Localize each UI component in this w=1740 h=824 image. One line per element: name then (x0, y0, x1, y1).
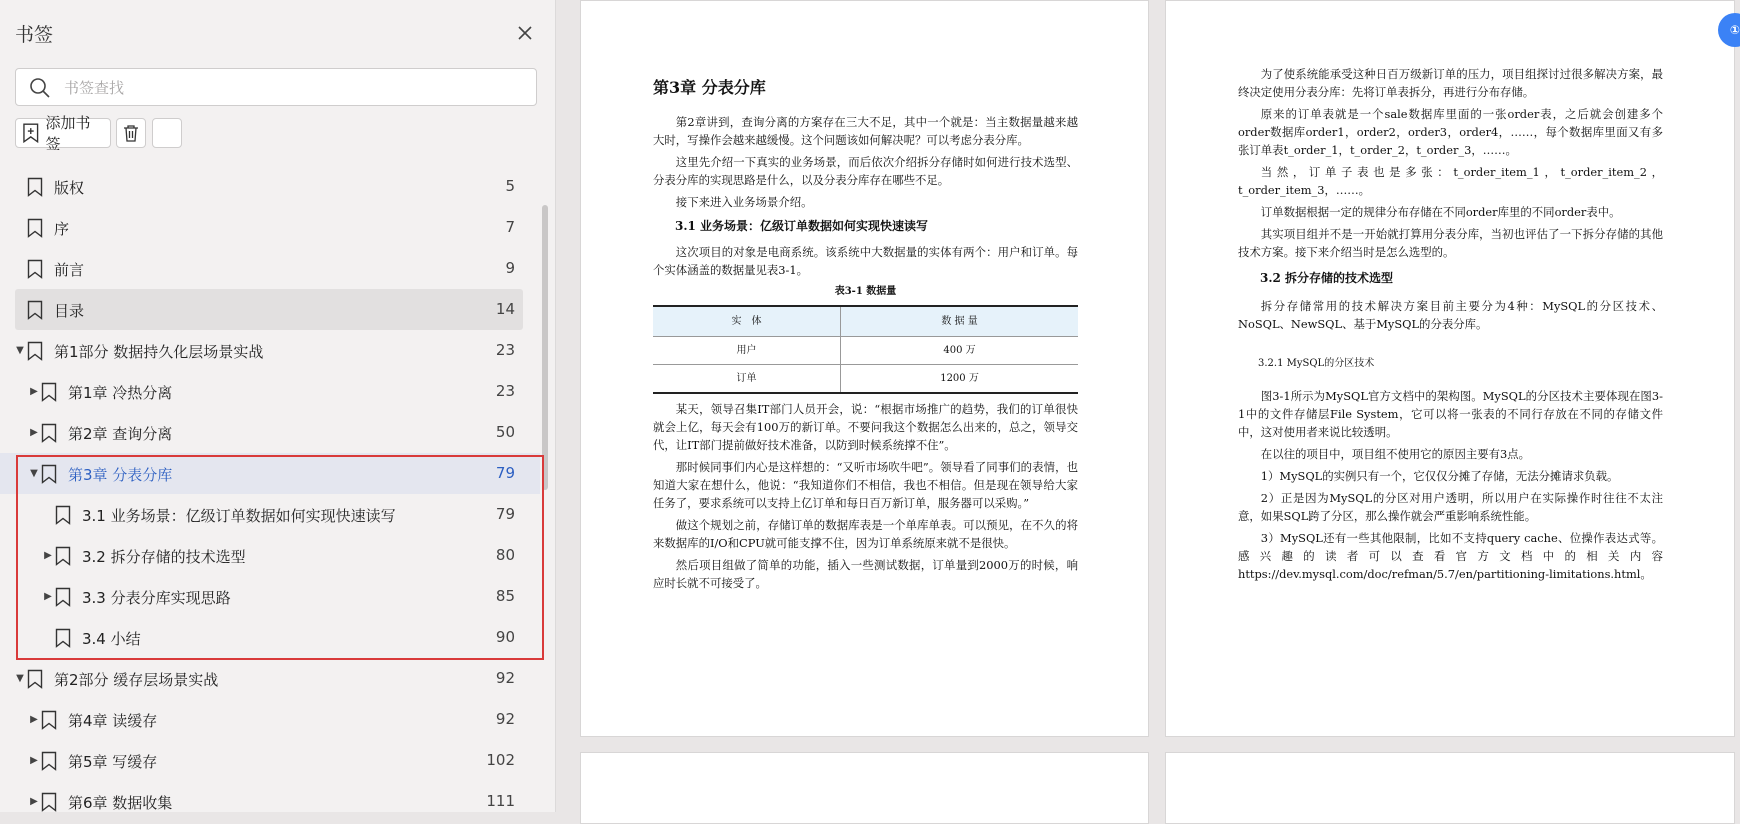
subsection-title: 3.2.1 MySQL的分区技术 (1258, 358, 1375, 369)
bookmark-item[interactable] (0, 248, 540, 289)
bookmark-page-number: 23 (495, 341, 515, 359)
table-row (653, 337, 1078, 365)
table-cell: 用户 (653, 337, 841, 365)
bookmark-label: 第3章 分表分库 (68, 466, 173, 484)
bookmark-label: 目录 (54, 302, 85, 320)
bookmark-icon (41, 710, 57, 734)
paragraph: 做这个规划之前，存储订单的数据库表是一个单库单表。可以预见，在不久的将来数据库的I/O和CPU就可能支撑不住，因为订单系统原来就不是很快。 (653, 518, 1078, 550)
bookmark-page-number: 14 (495, 300, 515, 318)
paragraph: 订单数据根据一定的规律分布存储在不同order库里的不同order表中。 (1260, 205, 1621, 219)
paragraph: 某天，领导召集IT部门人员开会，说：“根据市场推广的趋势，我们的订单很快就会上亿，每天会有100万的新订单。不要问我这个数据怎么出来的，总之，领导交代，让IT部门提前做好技术准备，以防到时候系统撑不住”。 (653, 402, 1078, 452)
panel-title: 书签 (15, 24, 54, 46)
bookmark-icon (55, 546, 71, 570)
bookmark-page-number: 102 (486, 751, 515, 769)
expand-right-arrow-icon[interactable]: ▶ (30, 426, 38, 438)
bookmark-item[interactable] (0, 658, 540, 699)
paragraph: 在以往的项目中，项目组不使用它的原因主要有3点。 (1260, 447, 1531, 461)
assistant-icon: ① (1729, 23, 1740, 37)
paragraph: 拆分存储常用的技术解决方案目前主要分为4种：MySQL的分区技术、NoSQL、NewSQL、基于MySQL的分表分库。 (1238, 299, 1663, 331)
bookmark-label: 第1章 冷热分离 (68, 384, 173, 402)
bookmark-icon (27, 259, 43, 283)
paragraph: 接下来进入业务场景介绍。 (675, 195, 813, 209)
bookmark-item[interactable] (0, 740, 540, 781)
table-header: 实 体 (653, 306, 841, 337)
paragraph: 图3-1所示为MySQL官方文档中的架构图。MySQL的分区技术主要体现在图3-1中的文件存储层File System，它可以将一张表的不同行存放在不同的存储文件中，这对使用者来说比较透明。 (1238, 389, 1663, 439)
bookmark-page-number: 111 (486, 792, 515, 810)
paragraph: 1）MySQL的实例只有一个，它仅仅分摊了存储，无法分摊请求负载。 (1260, 469, 1619, 483)
paragraph: 这里先介绍一下真实的业务场景，而后依次介绍拆分存储时如何进行技术选型、分表分库的实现思路是什么，以及分表分库存在哪些不足。 (653, 155, 1078, 187)
bookmark-item[interactable] (0, 453, 540, 494)
bookmark-item[interactable] (0, 617, 540, 658)
add-bookmark-label: 添加书签 (45, 114, 91, 153)
bookmark-label: 3.2 拆分存储的技术选型 (82, 548, 246, 566)
bookmark-icon (27, 300, 43, 324)
expand-right-arrow-icon[interactable]: ▶ (44, 549, 52, 561)
bookmark-label: 第2章 查询分离 (68, 425, 173, 443)
bookmark-item[interactable] (0, 166, 540, 207)
section-title: 3.2 拆分存储的技术选型 (1260, 271, 1394, 285)
bookmark-item[interactable] (0, 576, 540, 617)
bookmark-icon (27, 669, 43, 693)
document-page-next-right (1165, 752, 1735, 824)
bookmark-label: 第2部分 缓存层场景实战 (54, 671, 219, 689)
bookmark-item[interactable] (15, 289, 523, 330)
data-table (653, 305, 1078, 394)
paragraph: 其实项目组并不是一开始就打算用分表分库，当初也评估了一下拆分存储的其他技术方案。接下来介绍当时是怎么选型的。 (1238, 227, 1663, 259)
add-bookmark-icon (22, 123, 40, 143)
more-options-button[interactable] (152, 118, 182, 148)
table-cell: 1200 万 (841, 365, 1078, 394)
bookmark-label: 3.4 小结 (82, 630, 141, 648)
scrollbar[interactable] (542, 205, 548, 490)
close-icon[interactable] (514, 22, 536, 44)
bookmark-item[interactable] (0, 207, 540, 248)
trash-icon (123, 124, 139, 142)
paragraph: 3）MySQL还有一些其他限制，比如不支持query cache、位操作表达式等。感兴趣的读者可以查看官方文档中的相关内容https://dev.mysql.com/doc/refman/5.7/en/partitioning-limitations.html。 (1238, 531, 1663, 581)
expand-down-arrow-icon[interactable]: ▼ (16, 672, 24, 684)
table-cell: 订单 (653, 365, 841, 394)
bookmark-page-number: 92 (495, 710, 515, 728)
bookmark-item[interactable] (0, 412, 540, 453)
search-icon (29, 77, 51, 99)
bookmark-item[interactable] (0, 781, 540, 812)
expand-right-arrow-icon[interactable]: ▶ (30, 713, 38, 725)
bookmark-icon (55, 587, 71, 611)
bookmark-search (15, 68, 537, 106)
bookmark-label: 前言 (54, 261, 85, 279)
bookmark-label: 第4章 读缓存 (68, 712, 158, 730)
bookmark-icon (27, 218, 43, 242)
table-cell: 400 万 (841, 337, 1078, 365)
delete-bookmark-button[interactable] (116, 118, 146, 148)
bookmark-item[interactable] (0, 494, 540, 535)
bookmark-item[interactable] (0, 699, 540, 740)
bookmark-item[interactable] (0, 535, 540, 576)
bookmark-icon (55, 628, 71, 652)
bookmark-page-number: 85 (495, 587, 515, 605)
bookmark-icon (41, 751, 57, 775)
bookmark-page-number: 80 (495, 546, 515, 564)
bookmark-page-number: 5 (505, 177, 515, 195)
bookmark-page-number: 23 (495, 382, 515, 400)
paragraph: 这次项目的对象是电商系统。该系统中大数据量的实体有两个：用户和订单。每个实体涵盖的数据量见表3-1。 (653, 245, 1078, 277)
bookmark-label: 第5章 写缓存 (68, 753, 158, 771)
bookmark-page-number: 7 (505, 218, 515, 236)
bookmark-icon (41, 382, 57, 406)
paragraph: 然后项目组做了简单的功能，插入一些测试数据，订单量到2000万的时候，响应时长就不可接受了。 (653, 558, 1078, 590)
paragraph: 2）正是因为MySQL的分区对用户透明，所以用户在实际操作时往往不太注意，如果SQL跨了分区，那么操作就会严重影响系统性能。 (1238, 491, 1663, 523)
bookmark-item[interactable] (0, 330, 540, 371)
expand-down-arrow-icon[interactable]: ▼ (30, 467, 38, 479)
table-header: 数 据 量 (841, 306, 1078, 337)
bookmark-icon (55, 505, 71, 529)
expand-down-arrow-icon[interactable]: ▼ (16, 344, 24, 356)
expand-right-arrow-icon[interactable]: ▶ (30, 754, 38, 766)
bookmark-page-number: 92 (495, 669, 515, 687)
bookmark-icon (41, 464, 57, 488)
bookmark-label: 第6章 数据收集 (68, 794, 173, 812)
paragraph: 第2章讲到，查询分离的方案存在三大不足，其中一个就是：当主数据量越来越大时，写操作会越来越缓慢。这个问题该如何解决呢？可以考虑分表分库。 (653, 115, 1078, 147)
bookmark-icon (41, 792, 57, 812)
bookmark-item[interactable] (0, 371, 540, 412)
table-caption: 表3-1 数据量 (834, 286, 897, 297)
paragraph: 为了使系统能承受这种日百万级新订单的压力，项目组探讨过很多解决方案，最终决定使用分表分库：先将订单表拆分，再进行分布存储。 (1238, 67, 1663, 99)
add-bookmark-button[interactable] (15, 114, 111, 153)
paragraph: 当然，订单子表也是多张：t_order_item_1，t_order_item_2，t_order_item_3，……。 (1238, 165, 1663, 197)
bookmark-search-input[interactable] (62, 75, 526, 101)
bookmark-tree (0, 166, 540, 812)
bookmark-page-number: 9 (505, 259, 515, 277)
bookmark-page-number: 79 (495, 464, 515, 482)
document-page-right (1165, 0, 1735, 737)
bookmark-label: 第1部分 数据持久化层场景实战 (54, 343, 264, 361)
bookmark-page-number: 50 (495, 423, 515, 441)
bookmark-label: 3.1 业务场景：亿级订单数据如何实现快速读写 (82, 507, 396, 525)
bookmark-icon (27, 177, 43, 201)
bookmark-panel (0, 0, 556, 812)
bookmark-page-number: 90 (495, 628, 515, 646)
bookmark-label: 版权 (54, 179, 85, 197)
bookmark-label: 序 (54, 220, 70, 238)
bookmark-icon (27, 341, 43, 365)
paragraph: 原来的订单表就是一个sale数据库里面的一张order表，之后就会创建多个order数据库order1，order2，order3，order4，……，每个数据库里面又有多张订单表t_order_1，t_order_2，t_order_3，……。 (1238, 107, 1663, 157)
chapter-title: 第3章 分表分库 (653, 78, 766, 97)
document-page-next-left (580, 752, 1149, 824)
section-title: 3.1 业务场景：亿级订单数据如何实现快速读写 (675, 219, 929, 233)
table-row (653, 365, 1078, 394)
expand-right-arrow-icon[interactable]: ▶ (44, 590, 52, 602)
bookmark-page-number: 79 (495, 505, 515, 523)
bookmark-icon (41, 423, 57, 447)
bookmark-label: 3.3 分表分库实现思路 (82, 589, 231, 607)
expand-right-arrow-icon[interactable]: ▶ (30, 795, 38, 807)
expand-right-arrow-icon[interactable]: ▶ (30, 385, 38, 397)
paragraph: 那时候同事们内心是这样想的：“又听市场吹牛吧”。领导看了同事们的表情，也知道大家在想什么，他说：“我知道你们不相信，我也不相信。但是现在领导给大家任务了，要求系统可以支持上亿订单和每日百万新订单，服务器可以采购。” (653, 460, 1078, 510)
document-page-left (580, 0, 1149, 737)
